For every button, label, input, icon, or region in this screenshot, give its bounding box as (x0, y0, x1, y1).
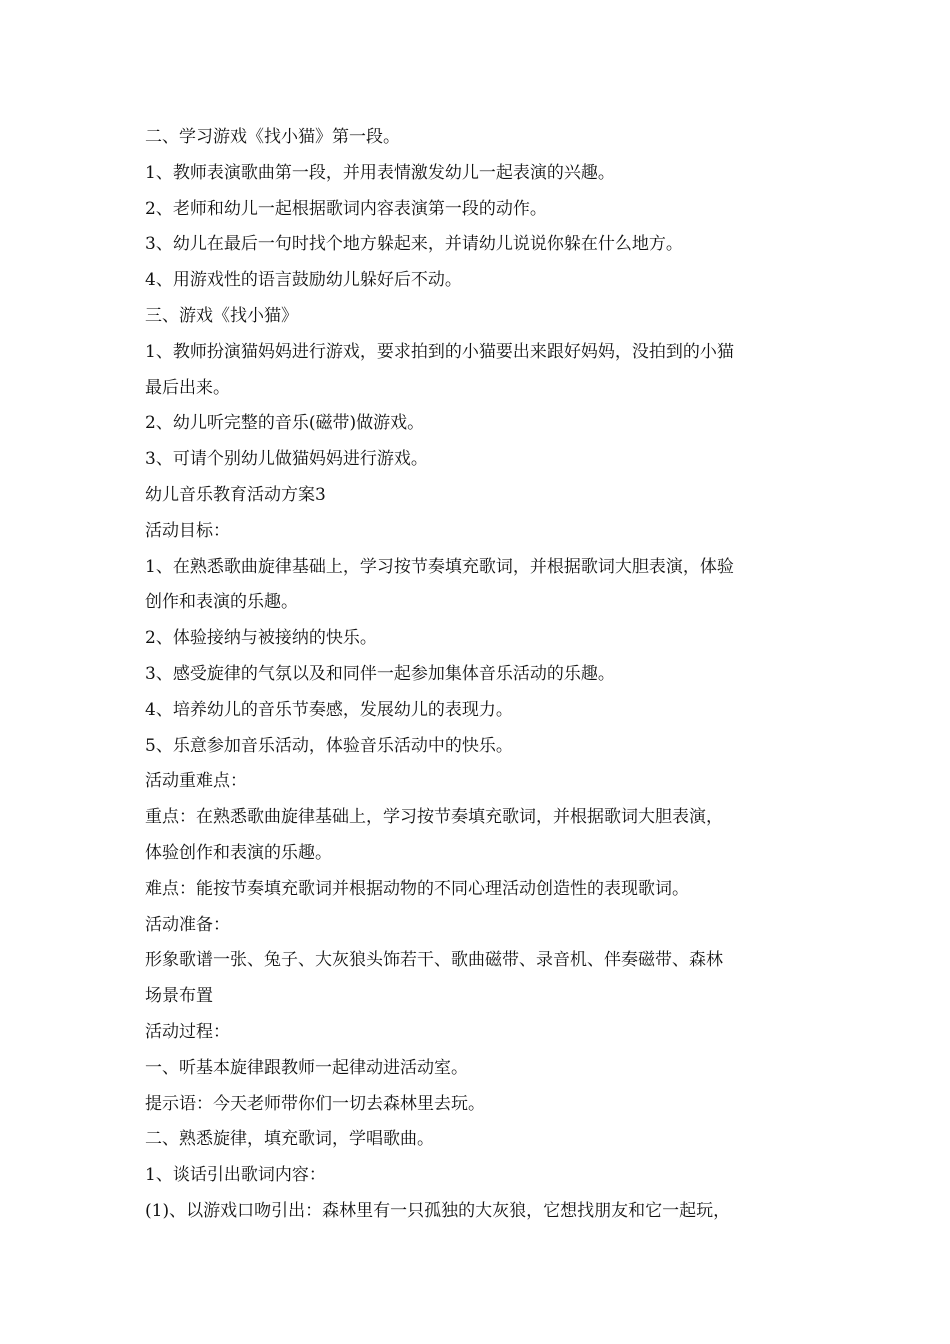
paragraph-line: 重点：在熟悉歌曲旋律基础上，学习按节奏填充歌词，并根据歌词大胆表演， (145, 807, 723, 828)
paragraph-line: 1、在熟悉歌曲旋律基础上，学习按节奏填充歌词，并根据歌词大胆表演，体验 (145, 556, 734, 577)
paragraph-line: 3、感受旋律的气氛以及和同伴一起参加集体音乐活动的乐趣。 (145, 663, 615, 684)
section-heading: 活动准备： (145, 914, 230, 935)
section-heading: 二、学习游戏《找小猫》第一段。 (145, 127, 400, 147)
paragraph-line: 5、乐意参加音乐活动，体验音乐活动中的快乐。 (145, 735, 513, 756)
paragraph-line: 1、教师表演歌曲第一段，并用表情激发幼儿一起表演的兴趣。 (145, 162, 615, 183)
paragraph-line: 3、幼儿在最后一句时找个地方躲起来，并请幼儿说说你躲在什么地方。 (145, 234, 683, 255)
paragraph-line: (1)、以游戏口吻引出：森林里有一只孤独的大灰狼，它想找朋友和它一起玩， (145, 1200, 731, 1221)
document-body (145, 120, 815, 1230)
paragraph-line: 4、培养幼儿的音乐节奏感，发展幼儿的表现力。 (145, 699, 513, 720)
paragraph-line: 创作和表演的乐趣。 (145, 592, 298, 613)
paragraph-line: 二、熟悉旋律，填充歌词，学唱歌曲。 (145, 1129, 434, 1150)
paragraph-line: 体验创作和表演的乐趣。 (145, 842, 332, 863)
paragraph-line: 场景布置 (145, 986, 213, 1007)
paragraph-line: 形象歌谱一张、兔子、大灰狼头饰若干、歌曲磁带、录音机、伴奏磁带、森林 (145, 950, 723, 971)
section-heading: 活动重难点： (145, 771, 247, 792)
section-heading: 活动过程： (145, 1021, 230, 1042)
paragraph-line: 2、体验接纳与被接纳的快乐。 (145, 628, 377, 649)
paragraph-line: 提示语：今天老师带你们一切去森林里去玩。 (145, 1093, 485, 1114)
document-title: 幼儿音乐教育活动方案3 (145, 484, 326, 505)
paragraph-line: 1、教师扮演猫妈妈进行游戏，要求拍到的小猫要出来跟好妈妈，没拍到的小猫 (145, 341, 734, 362)
paragraph-line: 1、谈话引出歌词内容： (145, 1165, 326, 1186)
paragraph-line: 4、用游戏性的语言鼓励幼儿躲好后不动。 (145, 270, 462, 291)
paragraph-line: 2、老师和幼儿一起根据歌词内容表演第一段的动作。 (145, 198, 547, 219)
paragraph-line: 2、幼儿听完整的音乐(磁带)做游戏。 (145, 413, 425, 434)
paragraph-line: 难点：能按节奏填充歌词并根据动物的不同心理活动创造性的表现歌词。 (145, 878, 689, 899)
paragraph-line: 最后出来。 (145, 377, 230, 398)
paragraph-line: 3、可请个别幼儿做猫妈妈进行游戏。 (145, 449, 428, 470)
section-heading: 三、游戏《找小猫》 (145, 305, 298, 326)
paragraph-line: 一、听基本旋律跟教师一起律动进活动室。 (145, 1057, 468, 1078)
section-heading: 活动目标： (145, 520, 230, 541)
